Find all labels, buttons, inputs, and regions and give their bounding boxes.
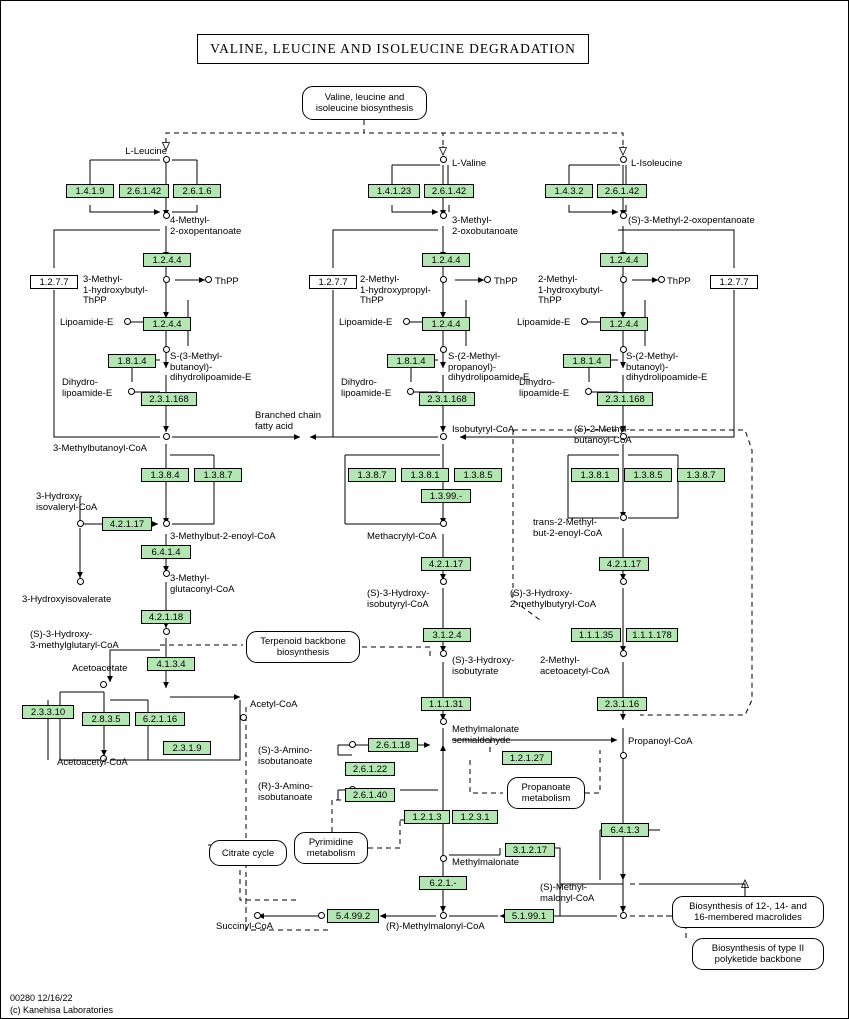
enzyme-box-4-2-1-17[interactable]: 4.2.1.17 [421,557,471,571]
enzyme-box-1-3-8-4[interactable]: 1.3.8.4 [141,468,189,482]
enzyme-box-3-1-2-4[interactable]: 3.1.2.4 [423,628,471,642]
compound-label[interactable]: 4-Methyl- 2-oxopentanoate [170,215,242,237]
enzyme-box-1-1-1-35[interactable]: 1.1.1.35 [571,628,621,642]
node [318,912,325,919]
compound-label[interactable]: Propanoyl-CoA [628,736,693,747]
enzyme-box-1-3-99--[interactable]: 1.3.99.- [421,489,471,503]
enzyme-box-1-2-7-7[interactable]: 1.2.7.7 [30,275,78,289]
map-link-citrate[interactable]: Citrate cycle [209,840,287,866]
node [440,718,447,725]
enzyme-box-1-3-8-5[interactable]: 1.3.8.5 [454,468,502,482]
footer-copyright: (c) Kanehisa Laboratories [10,1005,114,1015]
node [407,388,414,395]
node [620,912,627,919]
enzyme-box-1-2-4-4[interactable]: 1.2.4.4 [422,317,470,331]
enzyme-box-1-3-8-7[interactable]: 1.3.8.7 [194,468,242,482]
compound-label[interactable]: L-Isoleucine [631,158,683,169]
compound-label[interactable]: 3-Hydroxyisovalerate [22,594,112,605]
enzyme-box-1-2-4-4[interactable]: 1.2.4.4 [600,253,648,267]
node [440,912,447,919]
enzyme-box-4-2-1-17[interactable]: 4.2.1.17 [599,557,649,571]
node [581,318,588,325]
enzyme-box-1-2-3-1[interactable]: 1.2.3.1 [452,810,498,824]
map-link-macrolides[interactable]: Biosynthesis of 12-, 14- and 16-membered macrolides [672,896,824,928]
node [163,276,170,283]
enzyme-box-6-4-1-3[interactable]: 6.4.1.3 [601,823,649,837]
node [620,156,627,163]
enzyme-box-1-1-1-31[interactable]: 1.1.1.31 [421,697,471,711]
compound-label[interactable]: ThPP [215,276,239,287]
enzyme-box-1-2-1-27[interactable]: 1.2.1.27 [502,751,552,765]
node [254,912,261,919]
enzyme-box-2-3-3-10[interactable]: 2.3.3.10 [22,705,74,719]
map-link-polyketide[interactable]: Biosynthesis of type II polyketide backbone [692,938,824,970]
map-link-pyrimidine[interactable]: Pyrimidine metabolism [294,832,368,864]
node [124,318,131,325]
enzyme-box-1-4-3-2[interactable]: 1.4.3.2 [545,184,593,198]
enzyme-box-1-2-1-3[interactable]: 1.2.1.3 [404,810,450,824]
compound-label[interactable]: ThPP [494,276,518,287]
node [440,650,447,657]
enzyme-box-2-6-1-42[interactable]: 2.6.1.42 [119,184,169,198]
compound-label[interactable]: Acetyl-CoA [250,699,298,710]
compound-label[interactable]: Acetoacetate [72,663,128,674]
compound-label[interactable]: trans-2-Methyl- but-2-enoyl-CoA [533,517,603,539]
node [128,388,135,395]
node [484,276,491,283]
node [77,578,84,585]
map-link-propanoate[interactable]: Propanoate metabolism [507,777,585,809]
node [440,433,447,440]
compound-label[interactable]: (S)-2-Methyl- butanoyl-CoA [574,424,632,446]
footer-id: 00280 12/16/22 [10,993,73,1003]
compound-label[interactable]: L-Valine [452,158,487,169]
enzyme-box-1-4-1-9[interactable]: 1.4.1.9 [66,184,114,198]
enzyme-box-1-4-1-23[interactable]: 1.4.1.23 [368,184,420,198]
compound-label[interactable]: S-(2-Methyl- propanoyl)- dihydrolipoamide-E [448,351,530,383]
compound-label[interactable]: 2-Methyl- acetoacetyl-CoA [540,655,610,677]
node [205,276,212,283]
node [620,578,627,585]
compound-label[interactable]: S-(2-Methyl- butanoyl)- dihydrolipoamide-E [626,351,708,383]
compound-label[interactable]: Succinyl-CoA [216,921,274,932]
enzyme-box-1-3-8-1[interactable]: 1.3.8.1 [401,468,449,482]
compound-label[interactable]: Isobutyryl-CoA [452,424,515,435]
compound-label[interactable]: (R)-3-Amino- isobutanoate [258,781,313,803]
enzyme-box-5-1-99-1[interactable]: 5.1.99.1 [504,909,554,923]
enzyme-box-1-3-8-5[interactable]: 1.3.8.5 [624,468,672,482]
enzyme-box-2-6-1-42[interactable]: 2.6.1.42 [597,184,647,198]
enzyme-box-6-2-1-16[interactable]: 6.2.1.16 [135,712,185,726]
node [163,212,170,219]
compound-label[interactable]: Lipoamide-E [60,317,114,328]
compound-label[interactable]: 3-Hydroxy- isovaleryl-CoA [36,491,98,513]
enzyme-box-1-3-8-7[interactable]: 1.3.8.7 [348,468,396,482]
node [620,752,627,759]
node [440,156,447,163]
enzyme-box-2-6-1-18[interactable]: 2.6.1.18 [368,738,418,752]
compound-label[interactable]: 3-Methylbut-2-enoyl-CoA [170,531,276,542]
compound-label[interactable]: Lipoamide-E [517,317,571,328]
node [620,276,627,283]
node [620,212,627,219]
enzyme-box-1-2-4-4[interactable]: 1.2.4.4 [600,317,648,331]
page-title: VALINE, LEUCINE AND ISOLEUCINE DEGRADATION [197,34,589,64]
node [77,520,84,527]
node [440,276,447,283]
enzyme-box-5-4-99-2[interactable]: 5.4.99.2 [327,909,379,923]
compound-label[interactable]: Methylmalonate semialdehyde [452,724,520,746]
enzyme-box-4-2-1-18[interactable]: 4.2.1.18 [141,610,191,624]
node [620,514,627,521]
compound-label[interactable]: (S)-3-Hydroxy- 2-methylbutyryl-CoA [510,588,597,610]
node [163,433,170,440]
node [440,346,447,353]
enzyme-box-3-1-2-17[interactable]: 3.1.2.17 [505,843,555,857]
enzyme-box-1-2-4-4[interactable]: 1.2.4.4 [422,253,470,267]
compound-label[interactable]: (S)-3-Methyl-2-oxopentanoate [628,215,755,226]
map-link-terpenoid[interactable]: Terpenoid backbone biosynthesis [246,631,360,663]
enzyme-box-1-3-8-1[interactable]: 1.3.8.1 [571,468,619,482]
enzyme-box-1-2-7-7[interactable]: 1.2.7.7 [710,275,758,289]
node [349,741,356,748]
node [585,388,592,395]
compound-label[interactable]: ThPP [667,276,691,287]
enzyme-box-1-3-8-7[interactable]: 1.3.8.7 [677,468,725,482]
compound-label[interactable]: (S)-3-Hydroxy- 3-methylglutaryl-CoA [30,629,119,651]
node [403,318,410,325]
compound-label[interactable]: (S)-3-Amino- isobutanoate [258,745,313,767]
enzyme-box-1-1-1-178[interactable]: 1.1.1.178 [626,628,678,642]
enzyme-box-2-3-1-9[interactable]: 2.3.1.9 [163,741,211,755]
enzyme-box-6-4-1-4[interactable]: 6.4.1.4 [141,545,191,559]
compound-label[interactable]: 3-Methyl- 2-oxobutanoate [452,215,519,237]
enzyme-box-4-1-3-4[interactable]: 4.1.3.4 [147,657,195,671]
compound-label[interactable]: S-(3-Methyl- butanoyl)- dihydrolipoamide-E [170,351,252,383]
node [163,628,170,635]
enzyme-box-2-3-1-168[interactable]: 2.3.1.168 [141,392,197,406]
enzyme-box-1-2-4-4[interactable]: 1.2.4.4 [143,253,191,267]
compound-label[interactable]: 3-Methyl- 1-hydroxybutyl- ThPP [83,274,148,306]
node [163,346,170,353]
map-link-biosynthesis[interactable]: Valine, leucine and isoleucine biosynthesis [302,86,427,120]
compound-label[interactable]: 3-Methylbutanoyl-CoA [53,443,147,454]
compound-label[interactable]: 2-Methyl- 1-hydroxybutyl- ThPP [538,274,603,306]
compound-label[interactable]: Dihydro- lipoamide-E [62,377,113,399]
enzyme-box-2-6-1-6[interactable]: 2.6.1.6 [173,184,221,198]
node [163,570,170,577]
enzyme-box-1-2-7-7[interactable]: 1.2.7.7 [309,275,357,289]
compound-label[interactable]: (S)-3-Hydroxy- isobutyrate [452,655,515,677]
compound-label[interactable]: Dihydro- lipoamide-E [519,377,570,399]
compound-label[interactable]: Acetoacetyl-CoA [57,757,128,768]
compound-label[interactable]: Methylmalonate [452,857,520,868]
enzyme-box-1-8-1-4[interactable]: 1.8.1.4 [108,354,156,368]
enzyme-box-2-3-1-168[interactable]: 2.3.1.168 [597,392,653,406]
enzyme-box-2-3-1-168[interactable]: 2.3.1.168 [419,392,475,406]
compound-label[interactable]: L-Leucine [125,146,167,157]
enzyme-box-2-3-1-16[interactable]: 2.3.1.16 [597,697,647,711]
compound-label[interactable]: Branched chain fatty acid [255,410,322,432]
enzyme-box-1-2-4-4[interactable]: 1.2.4.4 [143,317,191,331]
compound-label[interactable]: (R)-Methylmalonyl-CoA [386,921,485,932]
compound-label[interactable]: 2-Methyl- 1-hydroxypropyl- ThPP [360,274,431,306]
enzyme-box-2-6-1-40[interactable]: 2.6.1.40 [345,788,395,802]
enzyme-box-6-2-1--[interactable]: 6.2.1.- [419,876,467,890]
compound-label[interactable]: (S)-Methyl- malonyl-CoA [540,882,595,904]
node [163,520,170,527]
node [658,276,665,283]
enzyme-box-2-6-1-42[interactable]: 2.6.1.42 [424,184,474,198]
node [100,681,107,688]
compound-label[interactable]: Methacrylyl-CoA [367,531,437,542]
node [440,855,447,862]
enzyme-box-1-8-1-4[interactable]: 1.8.1.4 [387,354,435,368]
node [240,714,247,721]
node [440,520,447,527]
enzyme-box-2-8-3-5[interactable]: 2.8.3.5 [82,712,130,726]
node [440,212,447,219]
enzyme-box-4-2-1-17[interactable]: 4.2.1.17 [102,517,152,531]
compound-label[interactable]: (S)-3-Hydroxy- isobutyryl-CoA [367,588,430,610]
compound-label[interactable]: 3-Methyl- glutaconyl-CoA [170,573,235,595]
enzyme-box-1-8-1-4[interactable]: 1.8.1.4 [563,354,611,368]
compound-label[interactable]: Lipoamide-E [339,317,393,328]
enzyme-box-2-6-1-22[interactable]: 2.6.1.22 [345,762,395,776]
node [440,578,447,585]
compound-label[interactable]: Dihydro- lipoamide-E [341,377,392,399]
